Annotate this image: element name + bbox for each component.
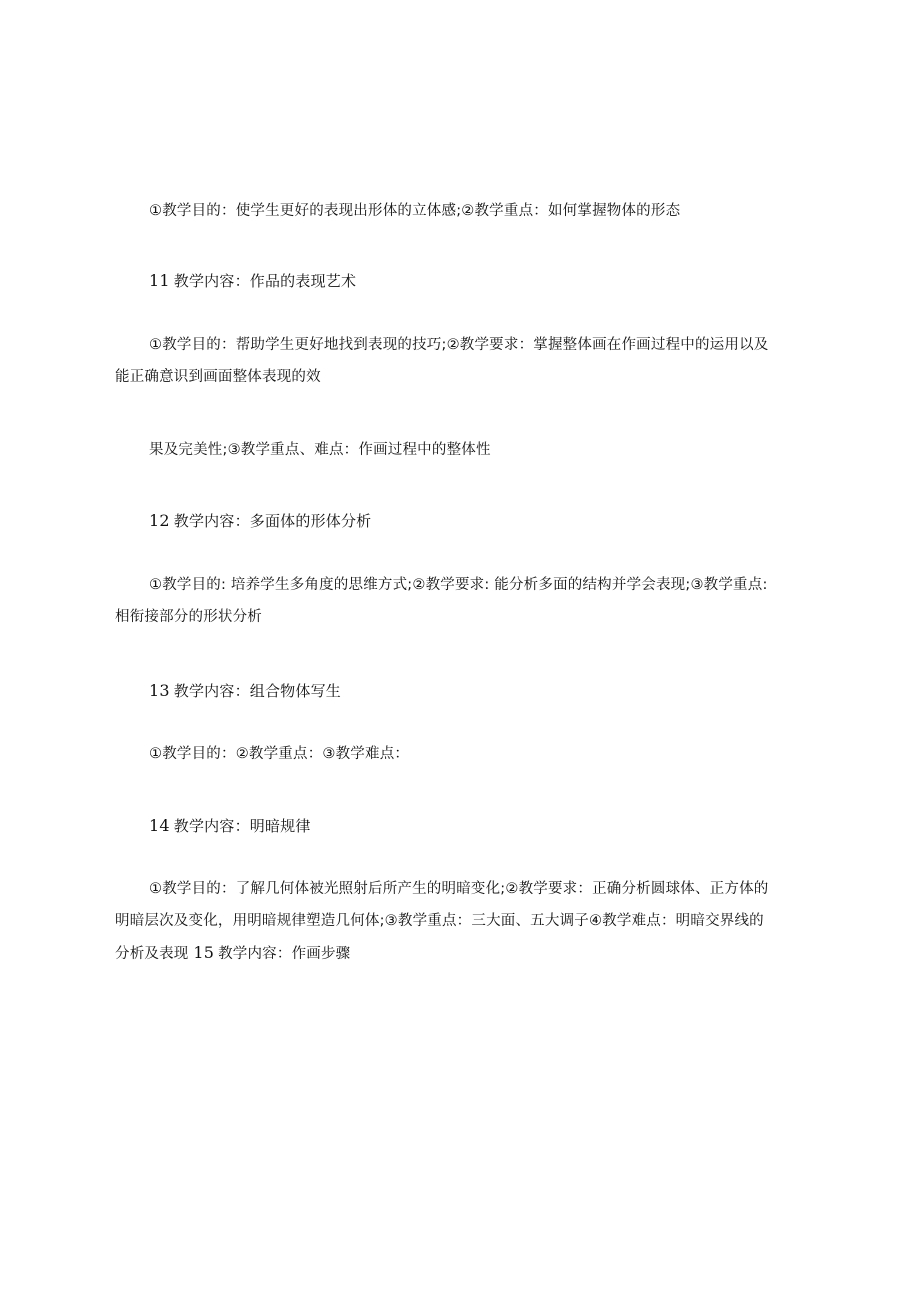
paragraph-objective-12 [115, 569, 815, 633]
heading-section-14 [115, 810, 815, 842]
paragraph-line: 相衔接部分的形状分析 [115, 609, 262, 625]
paragraph-objective-14 [115, 873, 815, 970]
section-number: 14 [149, 816, 170, 835]
section-number: 15 [193, 943, 215, 962]
paragraph-line: 能正确意识到画面整体表现的效 [115, 369, 321, 385]
section-number: 12 [149, 511, 170, 530]
section-title: 教学内容：多面体的形体分析 [173, 512, 372, 530]
paragraph-line: ①教学目的: 培养学生多角度的思维方式;②教学要求: 能分析多面的结构并学会表现;③教学重点: [149, 577, 768, 593]
heading-section-11 [115, 265, 815, 297]
section-title: 教学内容：作品的表现艺术 [173, 272, 357, 290]
paragraph-line: 明暗层次及变化，用明暗规律塑造几何体;③教学重点：三大面、五大调子④教学难点：明暗交界线的 [115, 913, 764, 929]
heading-section-13 [115, 675, 815, 707]
paragraph-key-points-11 [115, 434, 815, 466]
paragraph-line: 果及完美性;③教学重点、难点：作画过程中的整体性 [149, 442, 491, 458]
paragraph-line: ①教学目的：②教学重点：③教学难点： [149, 746, 410, 762]
section-title: 教学内容：明暗规律 [173, 817, 311, 835]
paragraph-line: ①教学目的：了解几何体被光照射后所产生的明暗变化;②教学要求：正确分析圆球体、正方体的 [149, 881, 769, 897]
paragraph-line: ①教学目的：帮助学生更好地找到表现的技巧;②教学要求：掌握整体画在作画过程中的运用以及 [149, 337, 769, 353]
section-number: 13 [149, 681, 170, 700]
heading-section-12 [115, 505, 815, 537]
section-title: 教学内容：组合物体写生 [173, 682, 341, 700]
paragraph-line: ①教学目的：使学生更好的表现出形体的立体感;②教学重点：如何掌握物体的形态 [149, 203, 681, 219]
section-number: 11 [149, 271, 170, 290]
paragraph-objective-11 [115, 329, 815, 393]
paragraph-objective-10 [115, 195, 815, 227]
paragraph-line: 分析及表现 [115, 946, 189, 962]
paragraph-objective-13 [115, 738, 815, 770]
section-title: 教学内容：作画步骤 [218, 946, 351, 962]
